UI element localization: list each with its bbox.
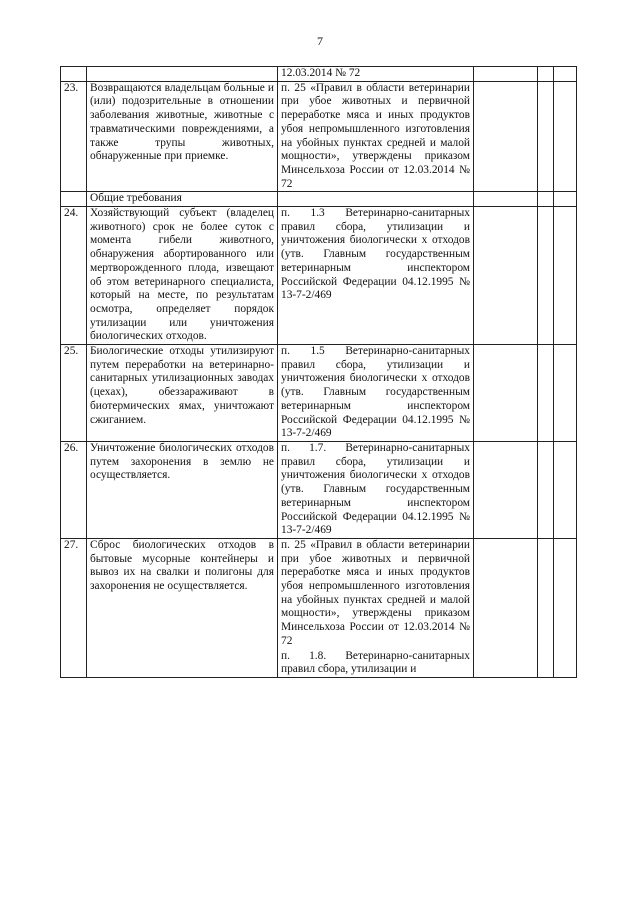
legal-basis-cell bbox=[278, 192, 474, 207]
item-number: 25. bbox=[61, 345, 87, 442]
table-row bbox=[61, 67, 577, 82]
item-number bbox=[61, 67, 87, 82]
requirements-table bbox=[60, 66, 577, 678]
item-number: 26. bbox=[61, 441, 87, 538]
empty-cell-3 bbox=[554, 67, 577, 82]
legal-basis-cell bbox=[278, 81, 474, 192]
legal-basis-text: п. 1.7. Ветеринарно-санитарных правил сбора, утилизации и уничтожения биологически х отходов (утв. Главным государственным ветеринарным инспектором Российской Федерации 04.12.1995 № 13-7-2/469 bbox=[281, 441, 470, 537]
empty-cell-2 bbox=[538, 81, 554, 192]
table-row bbox=[61, 81, 577, 192]
legal-basis-cell bbox=[278, 67, 474, 82]
legal-basis-text: п. 1.3 Ветеринарно-санитарных правил сбора, утилизации и уничтожения биологически х отходов (утв. Главным государственным ветеринарным инспектором Российской Федерации 04.12.1995 № 13-7-2/469 bbox=[281, 207, 470, 302]
item-number bbox=[61, 192, 87, 207]
table-row bbox=[61, 345, 577, 442]
table-row bbox=[61, 207, 577, 345]
empty-cell-2 bbox=[538, 192, 554, 207]
table-row bbox=[61, 441, 577, 538]
requirements-table-body bbox=[61, 67, 577, 678]
table-row bbox=[61, 538, 577, 677]
empty-cell-2 bbox=[538, 207, 554, 345]
empty-cell-2 bbox=[538, 345, 554, 442]
legal-basis-cell bbox=[278, 207, 474, 345]
empty-cell-2 bbox=[538, 67, 554, 82]
empty-cell-2 bbox=[538, 538, 554, 677]
empty-cell-1 bbox=[474, 81, 538, 192]
empty-cell-3 bbox=[554, 81, 577, 192]
legal-basis-text: п. 1.5 Ветеринарно-санитарных правил сбора, утилизации и уничтожения биологически х отходов (утв. Главным государственным ветеринарным инспектором Российской Федерации 04.12.1995 № 13-7-2/469 bbox=[281, 345, 470, 440]
empty-cell-1 bbox=[474, 538, 538, 677]
empty-cell-1 bbox=[474, 207, 538, 345]
requirement-text bbox=[87, 67, 278, 82]
legal-basis-cell bbox=[278, 345, 474, 442]
empty-cell-1 bbox=[474, 67, 538, 82]
item-number: 23. bbox=[61, 81, 87, 192]
legal-basis-text: п. 1.8. Ветеринарно-санитарных правил сбора, утилизации и bbox=[281, 649, 470, 676]
section-title: Общие требования bbox=[87, 192, 278, 207]
empty-cell-3 bbox=[554, 538, 577, 677]
empty-cell-1 bbox=[474, 345, 538, 442]
item-number: 27. bbox=[61, 538, 87, 677]
empty-cell-1 bbox=[474, 441, 538, 538]
requirement-text: Возвращаются владельцам больные и (или) подозрительные в отношении заболевания животные, животные с травматическими повреждениями, а также трупы животных, обнаруженные при приемке. bbox=[87, 81, 278, 192]
section-header-row bbox=[61, 192, 577, 207]
legal-basis-text: п. 25 «Правил в области ветеринарии при убое животных и первичной переработке мяса и иных продуктов убоя непромышленного изготовления на убойных пунктах средней и малой мощности», утверждены приказом Минсельхоза России от 12.03.2014 № 72 bbox=[281, 538, 470, 647]
empty-cell-1 bbox=[474, 192, 538, 207]
empty-cell-3 bbox=[554, 207, 577, 345]
empty-cell-3 bbox=[554, 441, 577, 538]
requirement-text: Сброс биологических отходов в бытовые мусорные контейнеры и вывоз их на свалки и полигоны для захоронения не осуществляется. bbox=[87, 538, 278, 677]
legal-basis-cell bbox=[278, 441, 474, 538]
empty-cell-3 bbox=[554, 345, 577, 442]
empty-cell-3 bbox=[554, 192, 577, 207]
item-number: 24. bbox=[61, 207, 87, 345]
requirement-text: Биологические отходы утилизируют путем переработки на ветеринарно-санитарных утилизационных заводах (цехах), обеззараживают в биотермических ямах, уничтожают сжиганием. bbox=[87, 345, 278, 442]
requirement-text: Хозяйствующий субъект (владелец животного) срок не более суток с момента гибели животного, обнаружения абортированного или мертворожденного плода, извещают об этом ветеринарного специалиста, который на месте, по результатам осмотра, определяет порядок утилизации или уничтожения биологических отходов. bbox=[87, 207, 278, 345]
legal-basis-cell bbox=[278, 538, 474, 677]
requirement-text: Уничтожение биологических отходов путем захоронения в землю не осуществляется. bbox=[87, 441, 278, 538]
empty-cell-2 bbox=[538, 441, 554, 538]
page-number: 7 bbox=[317, 34, 323, 48]
legal-basis-text: 12.03.2014 № 72 bbox=[281, 67, 361, 79]
legal-basis-text: п. 25 «Правил в области ветеринарии при убое животных и первичной переработке мяса и иных продуктов убоя непромышленного изготовления на убойных пунктах средней и малой мощности», утверждены приказом Минсельхоза России от 12.03.2014 № 72 bbox=[281, 81, 470, 190]
